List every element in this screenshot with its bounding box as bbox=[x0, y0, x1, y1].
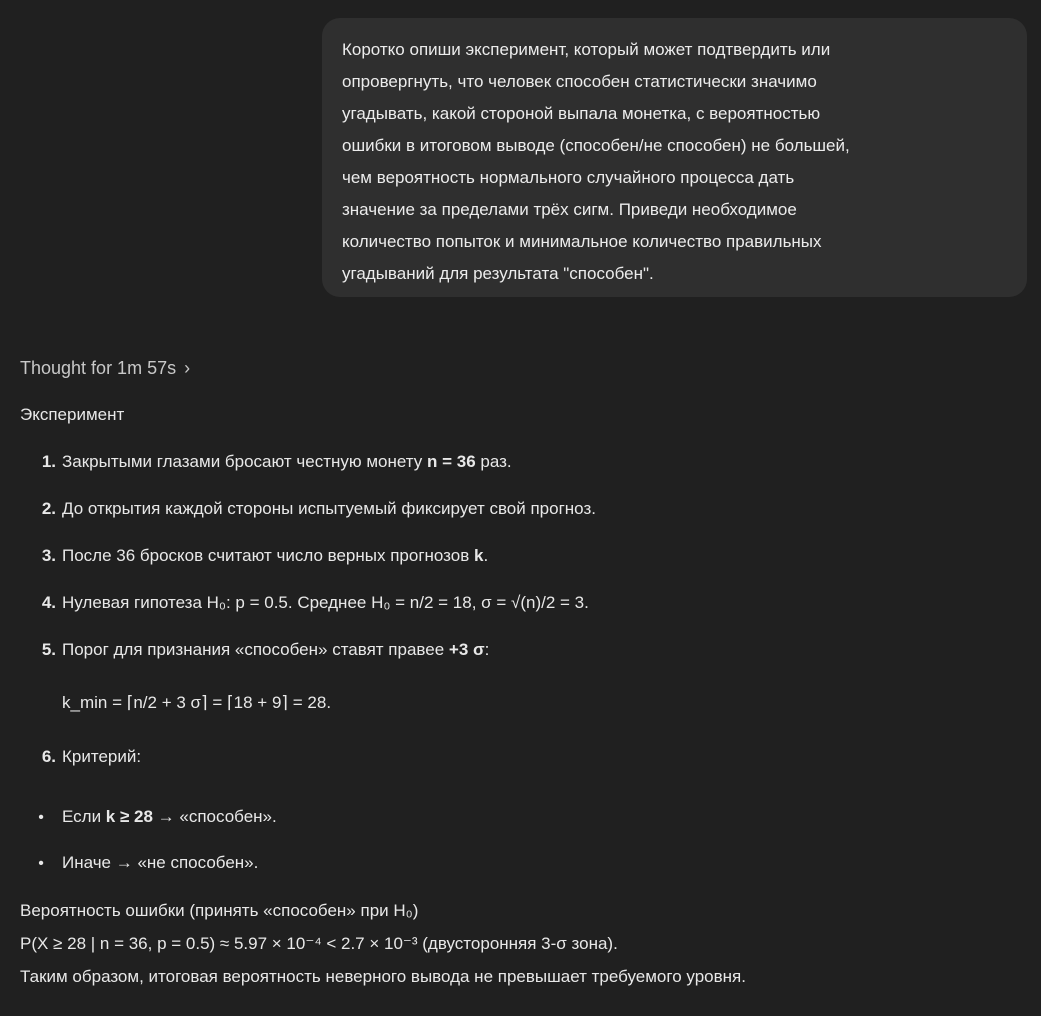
conclusion: Таким образом, итоговая вероятность неверного вывода не превышает требуемого уровня. bbox=[20, 967, 746, 986]
list-number: 3. bbox=[41, 546, 56, 565]
list-number: 5. bbox=[41, 640, 56, 659]
step-bold: k bbox=[473, 546, 484, 565]
bullet-text-end: → «способен». bbox=[152, 807, 277, 826]
user-message-line: Коротко опиши эксперимент, который может подтвердить или bbox=[342, 40, 831, 59]
step-text: Нулевая гипотеза H₀: p = 0.5. Среднее H₀ = n/2 = 18, σ = √(n)/2 = 3. bbox=[62, 593, 589, 612]
user-message-line: опровергнуть, что человек способен статистически значимо bbox=[342, 72, 817, 91]
chevron-right-icon: › bbox=[184, 358, 191, 378]
list-item bbox=[20, 626, 1020, 673]
step-text-end: . bbox=[483, 546, 489, 565]
step-bold: +3 σ bbox=[448, 640, 485, 659]
bullet-item bbox=[20, 840, 1020, 886]
user-message-line: количество попыток и минимальное количество правильных bbox=[342, 232, 822, 251]
list-number: 6. bbox=[41, 747, 56, 766]
list-item bbox=[20, 485, 1020, 532]
step-text: После 36 бросков считают число верных прогнозов bbox=[62, 546, 474, 565]
step-text: До открытия каждой стороны испытуемый фиксирует свой прогноз. bbox=[62, 499, 596, 518]
step-bold: n = 36 bbox=[426, 452, 476, 471]
bullet-bold: k ≥ 28 bbox=[105, 807, 153, 826]
step-text: Порог для признания «способен» ставят правее bbox=[62, 640, 449, 659]
user-message-line: чем вероятность нормального случайного процесса дать bbox=[342, 168, 795, 187]
step-text-end: раз. bbox=[475, 452, 512, 471]
list-number: 4. bbox=[41, 593, 56, 612]
user-message-bubble bbox=[322, 18, 1027, 297]
thought-label: Thought for 1m 57s bbox=[20, 358, 177, 378]
user-message-line: угадываний для результата "способен". bbox=[342, 264, 654, 283]
bullet-icon: • bbox=[38, 855, 44, 872]
user-message-line: ошибки в итоговом выводе (способен/не способен) не большей, bbox=[342, 136, 850, 155]
list-number: 2. bbox=[41, 499, 56, 518]
error-heading: Вероятность ошибки (принять «способен» при H₀) bbox=[20, 901, 419, 920]
step-text: Закрытыми глазами бросают честную монету bbox=[62, 452, 427, 471]
bullet-item bbox=[20, 794, 1020, 840]
answer-heading: Эксперимент bbox=[20, 405, 125, 424]
user-message-text bbox=[342, 34, 1009, 290]
step-text: Критерий: bbox=[62, 747, 142, 766]
list-item bbox=[20, 532, 1020, 579]
user-message-line: значение за пределами трёх сигм. Приведи необходимое bbox=[342, 200, 797, 219]
bullet-text: Иначе → «не способен». bbox=[62, 853, 259, 872]
list-number: 1. bbox=[41, 452, 56, 471]
assistant-answer bbox=[20, 398, 1020, 993]
list-item bbox=[20, 438, 1020, 485]
threshold-formula: k_min = ⌈n/2 + 3 σ⌉ = ⌈18 + 9⌉ = 28. bbox=[62, 693, 332, 712]
user-message-line: угадывать, какой стороной выпала монетка, с вероятностью bbox=[342, 104, 821, 123]
list-item bbox=[20, 733, 1020, 780]
bullet-text: Если bbox=[62, 807, 106, 826]
list-item bbox=[20, 579, 1020, 626]
thought-toggle[interactable] bbox=[20, 358, 190, 379]
step-text-end: : bbox=[484, 640, 490, 659]
bullet-icon: • bbox=[38, 809, 44, 826]
error-formula: P(X ≥ 28 | n = 36, p = 0.5) ≈ 5.97 × 10⁻⁴ < 2.7 × 10⁻³ (двусторонняя 3-σ зона). bbox=[20, 934, 618, 953]
